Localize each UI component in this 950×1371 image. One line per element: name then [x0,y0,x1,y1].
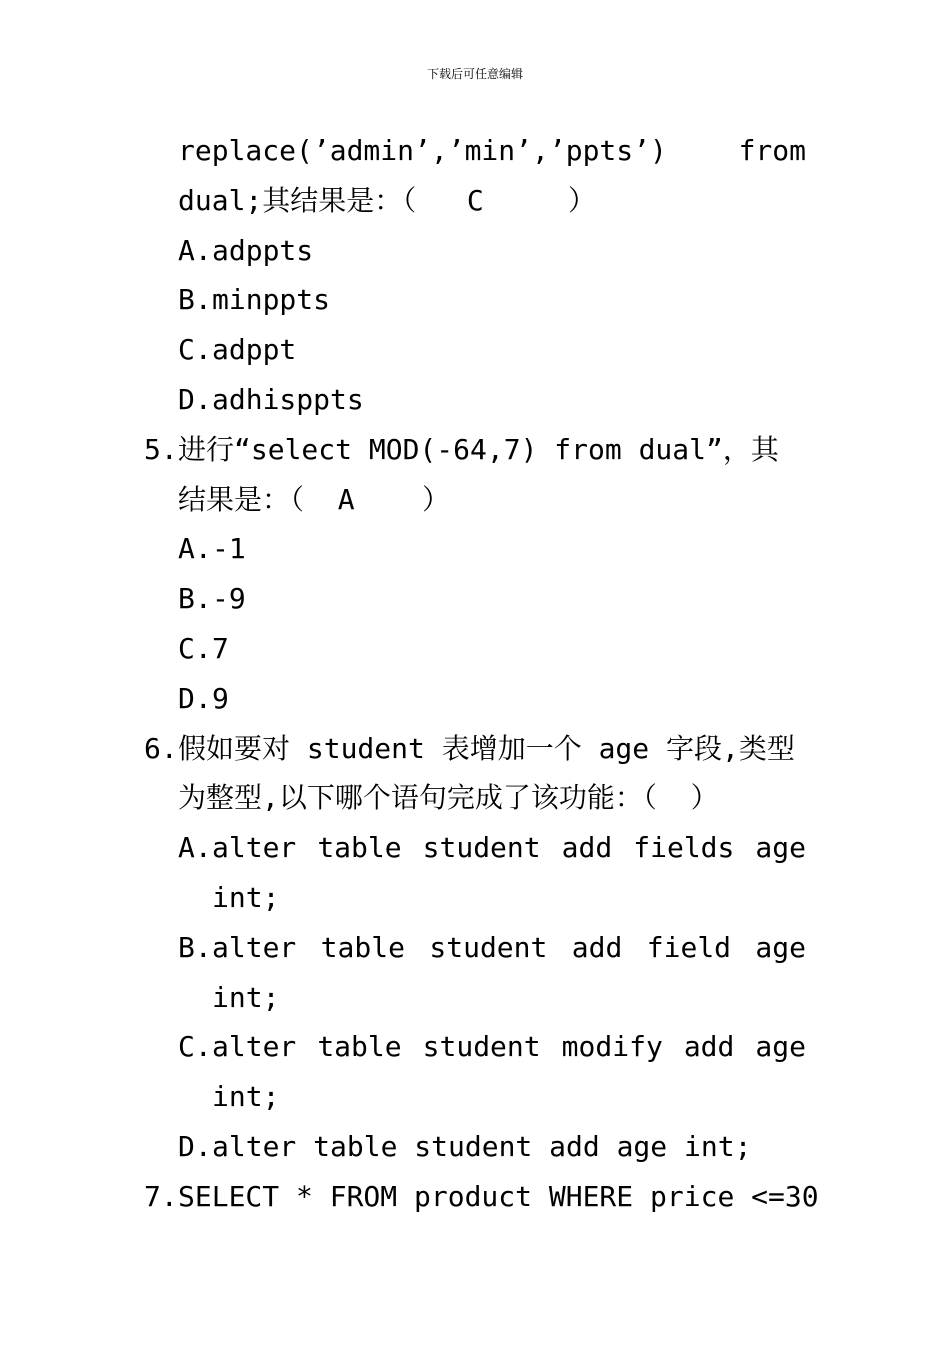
q7-stem-line-1 [0,1172,950,1222]
q5-stem-answer: 结果是：（ A ） [178,482,451,516]
option-text-cont: int; [212,880,280,914]
q6-option-c-cont [0,1072,950,1122]
option-text: minppts [212,283,331,317]
option-text: alter table student modify add age [212,1030,806,1064]
q6-option-c [0,1022,950,1072]
q5-option-d [0,674,950,724]
q6-option-b [0,923,950,973]
q5-stem-line-2 [0,475,950,525]
q4-stem-line-2 [0,176,950,226]
q4-stem-line-1 [0,126,950,176]
option-text: 9 [212,681,229,715]
option-label: A. [178,233,212,267]
q4-stem-answer: dual;其结果是：（ C ） [178,183,597,217]
q5-stem-text: 进行“select MOD(-64,7) from dual”，其 [178,432,779,466]
option-text: adppt [212,333,297,367]
option-text-cont: int; [212,1080,280,1114]
q6-stem-text: 假如要对 student 表增加一个 age 字段,类型 [178,731,795,765]
option-label: A. [178,831,212,865]
question-number: 6. [144,731,178,765]
option-label: C. [178,1030,212,1064]
q6-option-a-cont [0,873,950,923]
option-label: B. [178,283,212,317]
option-text: alter table student add fields age [212,831,806,865]
q7-stem-text: SELECT * FROM product WHERE price <=30 [178,1179,819,1213]
option-text: -1 [212,532,246,566]
q4-option-c [0,325,950,375]
q4-option-a [0,226,950,276]
option-text: alter table student add age int; [212,1129,752,1163]
q6-stem-line-1 [0,724,950,774]
q4-option-b [0,275,950,325]
q6-stem-line-2 [0,773,950,823]
q6-option-b-cont [0,973,950,1023]
q4-stem-from: from [738,134,806,167]
q5-option-b [0,574,950,624]
option-text: adppts [212,233,314,267]
q6-option-d [0,1122,950,1172]
option-text: 7 [212,631,229,665]
q5-option-a [0,524,950,574]
question-number: 5. [144,432,178,466]
q5-option-c [0,624,950,674]
option-label: C. [178,333,212,367]
option-label: B. [178,930,212,964]
option-label: B. [178,582,212,616]
option-text-cont: int; [212,980,280,1014]
page-header-note: 下载后可任意编辑 [426,67,523,81]
q4-option-d [0,375,950,425]
option-label: C. [178,631,212,665]
q5-stem-line-1 [0,425,950,475]
question-content [0,126,950,1222]
option-label: D. [178,681,212,715]
option-label: A. [178,532,212,566]
option-text: adhisppts [212,382,364,416]
option-label: D. [178,1129,212,1163]
option-text: -9 [212,582,246,616]
option-text: alter table student add field age [212,930,806,964]
q6-option-a [0,823,950,873]
question-number: 7. [144,1179,178,1213]
q6-stem-answer: 为整型,以下哪个语句完成了该功能：（ ） [178,781,719,815]
q4-stem-code: replace(’admin’,’min’,’ppts’) [178,134,667,167]
option-label: D. [178,382,212,416]
